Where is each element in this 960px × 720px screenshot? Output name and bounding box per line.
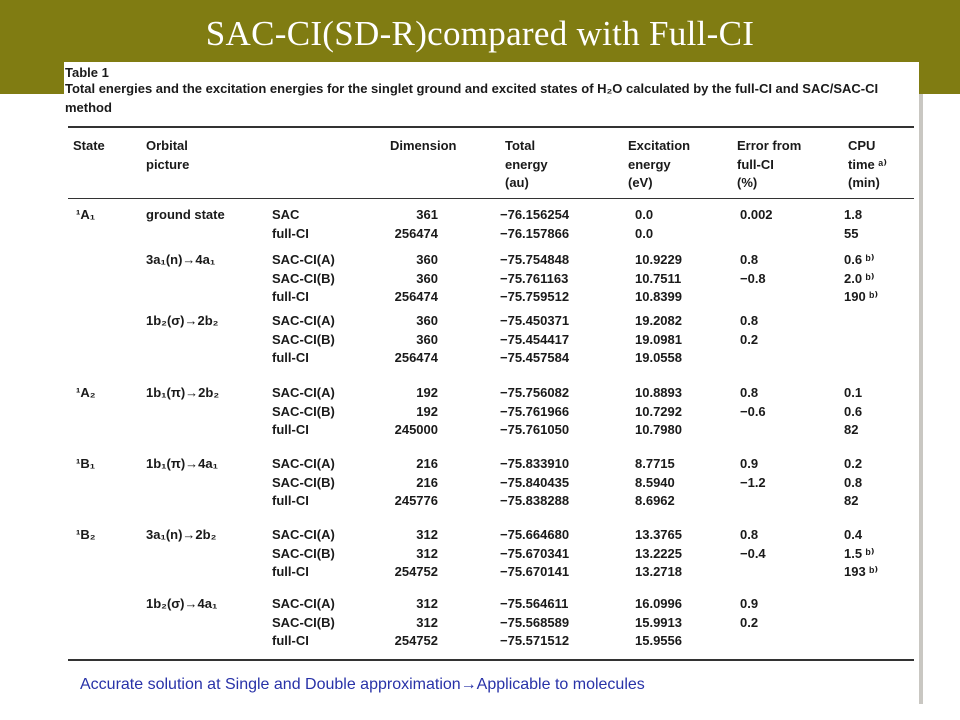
excitation-energy-cell: 10.8399	[635, 289, 682, 304]
dimension-cell: 256474	[394, 225, 438, 241]
dimension-cell: 312	[416, 596, 438, 611]
method-cell: full-CI	[272, 633, 309, 648]
method-cell: full-CI	[272, 493, 309, 508]
dimension-cell: 216	[416, 456, 438, 471]
footer-note: Accurate solution at Single and Double approximation→Applicable to molecules	[80, 676, 645, 693]
excitation-energy-cell: 10.7511	[635, 270, 682, 286]
total-energy-cell: −75.568589	[500, 614, 570, 630]
total-energy-cell: −75.670341	[500, 545, 570, 561]
error-cell: 0.2	[740, 614, 759, 630]
header-total-energy: Total energy (au)	[505, 138, 548, 190]
method-cell: full-CI	[272, 289, 309, 304]
cpu-time-cell: 0.1	[844, 385, 863, 400]
header-dimension: Dimension	[390, 138, 457, 153]
dimension-cell: 360	[416, 270, 438, 286]
excitation-energy-cell: 10.8893	[635, 385, 682, 400]
cpu-time-cell: 0.4	[844, 527, 863, 542]
total-energy-cell: −75.759512	[500, 289, 570, 304]
cpu-time-cell: 55	[844, 225, 859, 241]
method-cell: SAC-CI(A)	[272, 596, 335, 611]
dimension-cell: 245000	[394, 422, 438, 437]
header-error: Error from full-CI (%)	[737, 138, 802, 190]
table-label: Table 1	[65, 65, 109, 80]
excitation-energy-cell: 10.9229	[635, 252, 682, 267]
total-energy-cell: −75.761966	[500, 403, 570, 419]
cpu-time-cell: 82	[844, 422, 859, 437]
method-cell: SAC-CI(A)	[272, 252, 335, 267]
cpu-time-cell: 1.8	[844, 207, 863, 222]
error-cell: 0.002	[740, 207, 773, 222]
error-cell: −1.2	[740, 474, 766, 490]
method-cell: SAC-CI(A)	[272, 456, 335, 471]
cpu-time-cell: 0.6 ᵇ⁾	[844, 252, 875, 267]
method-cell: SAC-CI(B)	[272, 270, 335, 286]
header-rule	[68, 198, 914, 199]
excitation-energy-cell: 0.0	[635, 225, 654, 241]
state-cell: ¹A₁	[76, 207, 96, 222]
top-rule	[68, 126, 914, 128]
cpu-time-cell: 0.8	[844, 474, 863, 490]
error-cell: −0.8	[740, 270, 766, 286]
error-cell: 0.8	[740, 252, 759, 267]
total-energy-cell: −75.761050	[500, 422, 570, 437]
header-excitation-energy: Excitation energy (eV)	[628, 138, 691, 190]
dimension-cell: 192	[416, 385, 438, 400]
excitation-energy-cell: 10.7980	[635, 422, 682, 437]
cpu-time-cell: 82	[844, 493, 859, 508]
method-cell: full-CI	[272, 350, 309, 365]
dimension-cell: 256474	[394, 289, 438, 304]
method-cell: SAC-CI(A)	[272, 385, 335, 400]
excitation-energy-cell: 8.7715	[635, 456, 675, 471]
method-cell: SAC-CI(B)	[272, 614, 335, 630]
dimension-cell: 312	[416, 614, 438, 630]
dimension-cell: 245776	[394, 493, 438, 508]
excitation-energy-cell: 0.0	[635, 207, 654, 222]
total-energy-cell: −75.454417	[500, 331, 570, 347]
dimension-cell: 312	[416, 527, 438, 542]
dimension-cell: 360	[416, 252, 438, 267]
excitation-energy-cell: 13.2718	[635, 564, 682, 579]
total-energy-cell: −76.157866	[500, 225, 570, 241]
total-energy-cell: −75.670141	[500, 564, 570, 579]
method-cell: full-CI	[272, 422, 309, 437]
excitation-energy-cell: 19.0981	[635, 331, 682, 347]
orbital-cell: 1b₂(σ)→4a₁	[146, 596, 218, 611]
header-cpu-time: CPU time ᵃ⁾ (min)	[848, 138, 887, 190]
total-energy-cell: −75.664680	[500, 527, 570, 542]
total-energy-cell: −75.450371	[500, 313, 570, 328]
total-energy-cell: −75.564611	[500, 596, 569, 611]
orbital-cell: ground state	[146, 207, 225, 222]
excitation-energy-cell: 10.7292	[635, 403, 682, 419]
method-cell: full-CI	[272, 564, 309, 579]
orbital-cell: 3a₁(n)→2b₂	[146, 527, 217, 542]
total-energy-cell: −75.756082	[500, 385, 570, 400]
dimension-cell: 254752	[394, 633, 438, 648]
method-cell: SAC-CI(B)	[272, 403, 335, 419]
orbital-cell: 1b₂(σ)→2b₂	[146, 313, 219, 328]
excitation-energy-cell: 13.3765	[635, 527, 682, 542]
method-cell: SAC-CI(B)	[272, 331, 335, 347]
excitation-energy-cell: 8.6962	[635, 493, 675, 508]
total-energy-cell: −75.833910	[500, 456, 570, 471]
total-energy-cell: −75.761163	[500, 270, 569, 286]
header-state: State	[73, 138, 105, 153]
error-cell: −0.6	[740, 403, 766, 419]
dimension-cell: 256474	[394, 350, 438, 365]
scan-shadow	[919, 94, 923, 704]
dimension-cell: 192	[416, 403, 438, 419]
state-cell: ¹B₂	[76, 527, 96, 542]
total-energy-cell: −75.840435	[500, 474, 570, 490]
method-cell: full-CI	[272, 225, 309, 241]
total-energy-cell: −75.571512	[500, 633, 570, 648]
table-caption-line1: Total energies and the excitation energies for the singlet ground and excited states of H₂O calculated by the full-CI and SAC/SAC-CI	[65, 81, 879, 96]
bottom-rule	[68, 659, 914, 661]
dimension-cell: 312	[416, 545, 438, 561]
orbital-cell: 3a₁(n)→4a₁	[146, 252, 216, 267]
error-cell: 0.9	[740, 456, 759, 471]
method-cell: SAC	[272, 207, 300, 222]
orbital-cell: 1b₁(π)→2b₂	[146, 385, 220, 400]
dimension-cell: 361	[416, 207, 438, 222]
excitation-energy-cell: 8.5940	[635, 474, 675, 490]
cpu-time-cell: 1.5 ᵇ⁾	[844, 545, 875, 561]
excitation-energy-cell: 16.0996	[635, 596, 682, 611]
cpu-time-cell: 0.6	[844, 403, 863, 419]
dimension-cell: 360	[416, 313, 438, 328]
total-energy-cell: −76.156254	[500, 207, 570, 222]
total-energy-cell: −75.457584	[500, 350, 570, 365]
slide-title: SAC-CI(SD-R)compared with Full-CI	[205, 14, 755, 53]
total-energy-cell: −75.838288	[500, 493, 570, 508]
excitation-energy-cell: 15.9556	[635, 633, 682, 648]
error-cell: −0.4	[740, 545, 766, 561]
excitation-energy-cell: 19.2082	[635, 313, 682, 328]
dimension-cell: 216	[416, 474, 438, 490]
excitation-energy-cell: 15.9913	[635, 614, 682, 630]
method-cell: SAC-CI(A)	[272, 527, 335, 542]
table-caption-line2: method	[65, 100, 112, 115]
error-cell: 0.8	[740, 313, 759, 328]
excitation-energy-cell: 13.2225	[635, 545, 682, 561]
error-cell: 0.2	[740, 331, 759, 347]
error-cell: 0.9	[740, 596, 759, 611]
dimension-cell: 360	[416, 331, 438, 347]
state-cell: ¹B₁	[76, 456, 96, 471]
cpu-time-cell: 193 ᵇ⁾	[844, 564, 879, 579]
error-cell: 0.8	[740, 385, 759, 400]
header-orbital: Orbital picture	[146, 138, 190, 172]
error-cell: 0.8	[740, 527, 759, 542]
cpu-time-cell: 0.2	[844, 456, 863, 471]
excitation-energy-cell: 19.0558	[635, 350, 682, 365]
method-cell: SAC-CI(B)	[272, 545, 335, 561]
state-cell: ¹A₂	[76, 385, 96, 400]
cpu-time-cell: 190 ᵇ⁾	[844, 289, 879, 304]
dimension-cell: 254752	[394, 564, 438, 579]
table-scan	[64, 62, 919, 670]
method-cell: SAC-CI(B)	[272, 474, 335, 490]
orbital-cell: 1b₁(π)→4a₁	[146, 456, 218, 471]
method-cell: SAC-CI(A)	[272, 313, 335, 328]
cpu-time-cell: 2.0 ᵇ⁾	[844, 270, 875, 286]
total-energy-cell: −75.754848	[500, 252, 570, 267]
